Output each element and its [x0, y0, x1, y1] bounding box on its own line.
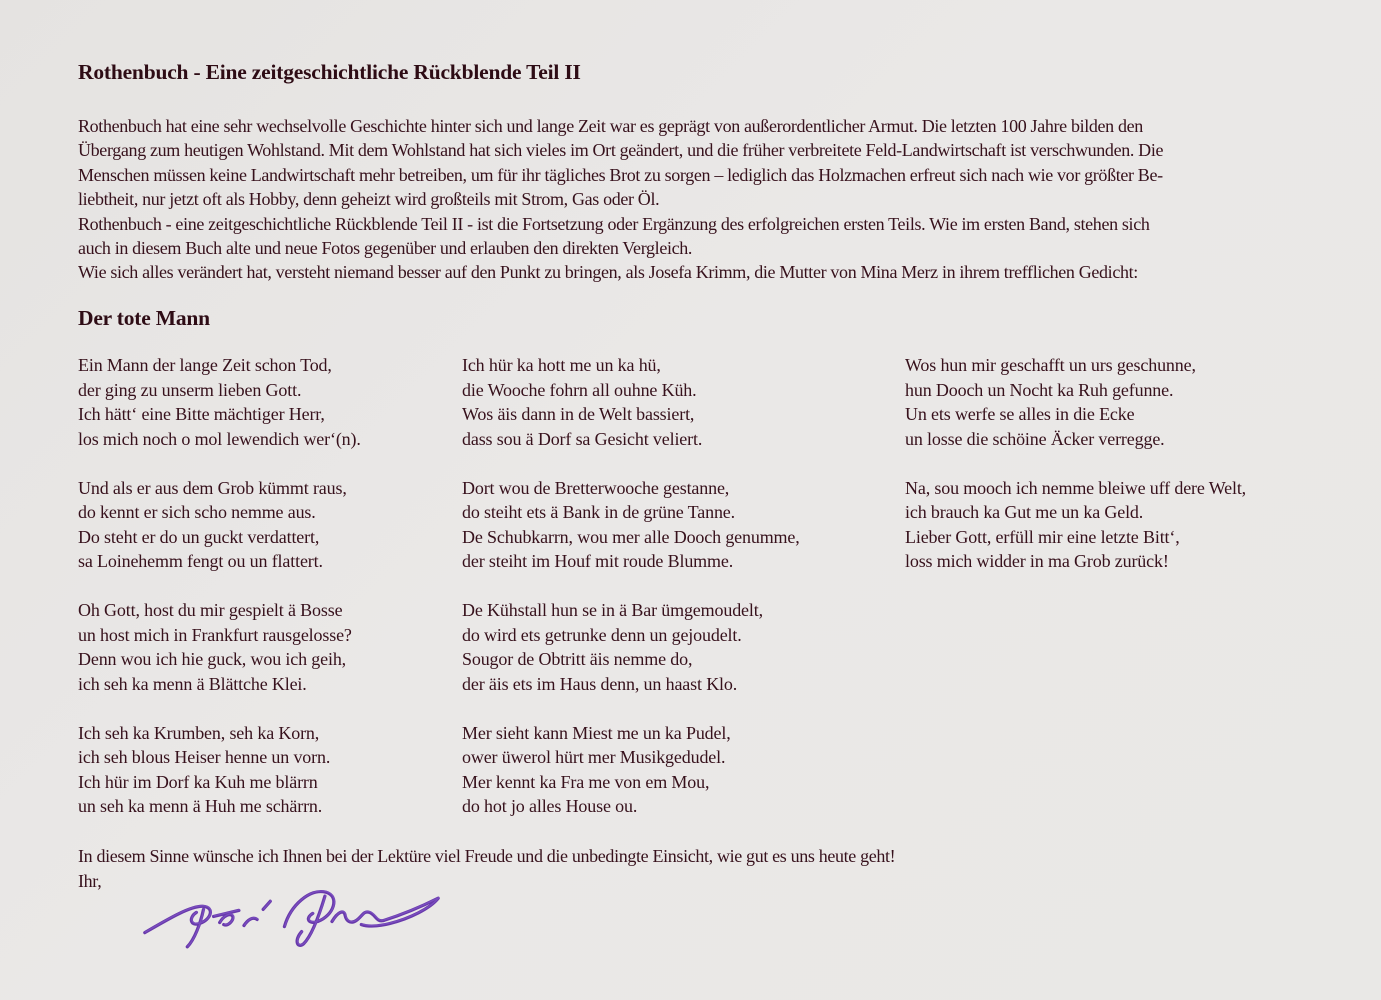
text-line: loss mich widder in ma Grob zurück! [905, 551, 1169, 571]
text-line: Wie sich alles verändert hat, versteht niemand besser auf den Punkt zu bringen, als Josefa Krimm, die Mutter von Mina Merz in ihrem trefflichen Gedicht: [78, 262, 1138, 283]
text-line: Ich hätt‘ eine Bitte mächtiger Herr, [78, 404, 325, 424]
text-line: los mich noch o mol lewendich wer‘(n). [78, 428, 361, 449]
text-line: Rothenbuch hat eine sehr wechselvolle Geschichte hinter sich und lange Zeit war es geprägt von außerordentlicher Armut. Die letzten 100 Jahre bilden den [78, 116, 1143, 136]
closing-salutation: Ihr, [78, 870, 102, 891]
text-line: Wos äis dann in de Welt bassiert, [462, 404, 695, 424]
text-line: auch in diesem Buch alte und neue Fotos gegenüber und erlauben den direkten Vergleich. [78, 238, 693, 259]
text-line: der äis ets im Haus denn, un haast Klo. [462, 673, 738, 694]
text-line: ich seh blous Heiser henne un vorn. [78, 747, 331, 767]
poem-stanza [78, 476, 361, 574]
poem-column-2 [462, 353, 800, 843]
text-line: Un ets werfe se alles in die Ecke [905, 404, 1135, 424]
text-line: Menschen müssen keine Landwirtschaft mehr betreiben, um für ihr tägliches Brot zu sorgen – lediglich das Holzmachen erfreut sich nach wie vor größter Be- [78, 164, 1163, 185]
text-line: Dort wou de Bretterwooche gestanne, [462, 477, 730, 498]
text-line: Ich seh ka Krumben, seh ka Korn, [78, 722, 320, 743]
text-line: De Schubkarrn, wou mer alle Dooch genumme, [462, 526, 800, 547]
text-line: Na, sou mooch ich nemme bleiwe uff dere Welt, [905, 477, 1247, 498]
text-line: der ging zu unserm lieben Gott. [78, 379, 302, 400]
poem-stanza [905, 353, 1246, 451]
text-line: Ein Mann der lange Zeit schon Tod, [78, 355, 332, 375]
poem-stanza [462, 353, 800, 451]
text-line: Ich hür ka hott me un ka hü, [462, 355, 661, 375]
text-line: un host mich in Frankfurt rausgelosse? [78, 624, 352, 645]
text-line: dass sou ä Dorf sa Gesicht veliert. [462, 428, 703, 449]
signature-handwriting-icon [138, 878, 443, 964]
text-line: Denn wou ich hie guck, wou ich geih, [78, 649, 347, 669]
poem-stanza [78, 721, 361, 819]
text-line: Mer sieht kann Miest me un ka Pudel, [462, 722, 731, 743]
text-line: hun Dooch un Nocht ka Ruh gefunne. [905, 379, 1174, 400]
text-line: un losse die schöine Äcker verregge. [905, 428, 1165, 449]
text-line: do kennt er sich scho nemme aus. [78, 502, 316, 522]
text-line: ich brauch ka Gut me un ka Geld. [905, 502, 1144, 522]
text-line: sa Loinehemm fengt ou un flattert. [78, 551, 323, 571]
poem-column-3 [905, 353, 1246, 598]
poem-stanza [462, 721, 800, 819]
text-line: Sougor de Obtritt äis nemme do, [462, 649, 693, 669]
text-line: der steiht im Houf mit roude Blumme. [462, 551, 734, 571]
text-line: Wos hun mir geschafft un urs geschunne, [905, 355, 1196, 375]
text-line: Mer kennt ka Fra me von em Mou, [462, 771, 710, 792]
poem-stanza [905, 476, 1246, 574]
document-title: Rothenbuch - Eine zeitgeschichtliche Rückblende Teil II [78, 60, 581, 84]
text-line: Do steht er do un guckt verdattert, [78, 526, 320, 547]
closing-line: In diesem Sinne wünsche ich Ihnen bei der Lektüre viel Freude und die unbedingte Einsicht, wie gut es uns heute geht! [78, 846, 896, 866]
text-line: do wird ets getrunke denn un gejoudelt. [462, 624, 742, 645]
poem-title: Der tote Mann [78, 306, 210, 330]
text-line: Oh Gott, host du mir gespielt ä Bosse [78, 600, 343, 620]
intro-paragraphs [78, 114, 1318, 285]
text-line: liebtheit, nur jetzt oft als Hobby, denn geheizt wird großteils mit Strom, Gas oder Öl. [78, 189, 660, 210]
poem-stanza [462, 476, 800, 574]
poem-stanza [462, 598, 800, 696]
text-line: do steiht ets ä Bank in de grüne Tanne. [462, 502, 735, 522]
text-line: Und als er aus dem Grob kümmt raus, [78, 477, 347, 498]
poem-stanza [78, 353, 361, 451]
text-line: Übergang zum heutigen Wohlstand. Mit dem Wohlstand hat sich vieles im Ort geändert, und die früher verbreitete Feld-Landwirtschaft ist verschwunden. Die [78, 140, 1164, 161]
text-line: ich seh ka menn ä Blättche Klei. [78, 673, 307, 694]
text-line: ower üwerol hürt mer Musikgedudel. [462, 747, 726, 767]
poem-column-1 [78, 353, 361, 843]
text-line: un seh ka menn ä Huh me schärrn. [78, 796, 323, 816]
text-line: Lieber Gott, erfüll mir eine letzte Bitt‘, [905, 526, 1180, 547]
text-line: Rothenbuch - eine zeitgeschichtliche Rückblende Teil II - ist die Fortsetzung oder Ergänzung des erfolgreichen ersten Teils. Wie im ersten Band, stehen sich [78, 213, 1150, 234]
text-line: die Wooche fohrn all ouhne Küh. [462, 379, 697, 400]
poem-stanza [78, 598, 361, 696]
text-line: Ich hür im Dorf ka Kuh me blärrn [78, 771, 318, 792]
text-line: De Kühstall hun se in ä Bar ümgemoudelt, [462, 600, 763, 620]
text-line: do hot jo alles House ou. [462, 796, 638, 816]
